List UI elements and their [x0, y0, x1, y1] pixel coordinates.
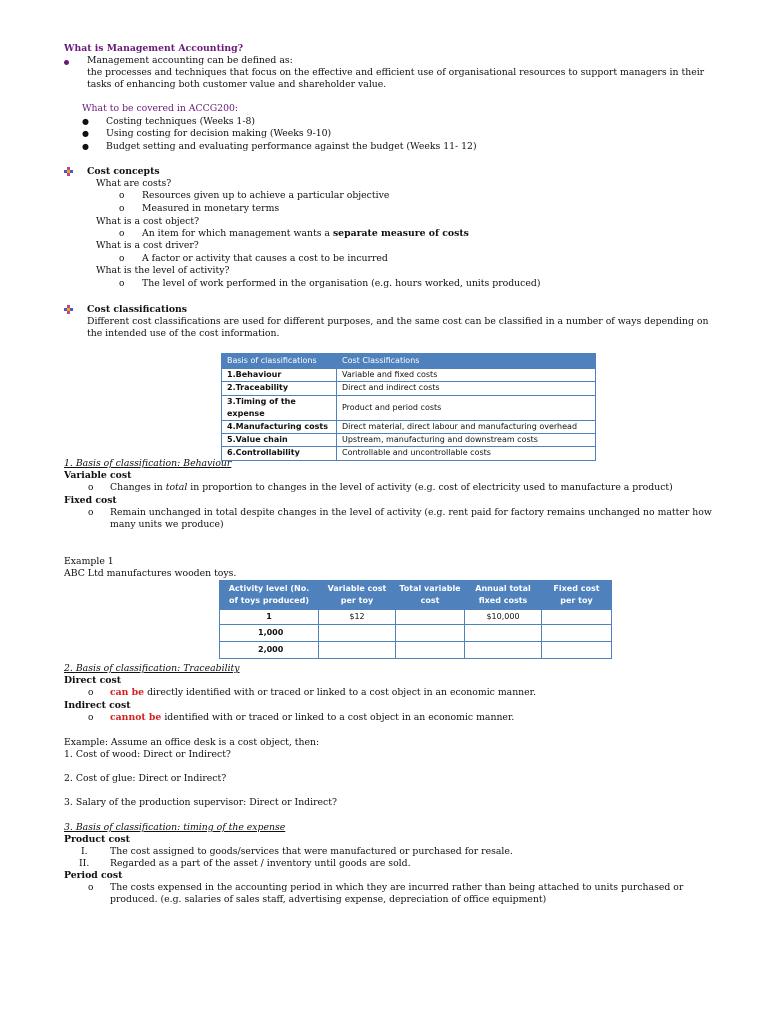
table-cell: 5.Value chain: [222, 434, 337, 447]
bullet-icon: ●: [82, 142, 89, 151]
desk-question-2: 2. Cost of glue: Direct or Indirect?: [64, 773, 227, 784]
table-cell: [319, 642, 396, 659]
coverage-item-1: Costing techniques (Weeks 1-8): [106, 116, 256, 127]
table-cell: 3.Timing of the expense: [222, 395, 337, 420]
table-cell: $12: [319, 610, 396, 625]
cost-classifications-heading: Cost classifications: [87, 304, 188, 315]
concept-answer-2: An item for which management wants a separate measure of costs: [142, 228, 469, 239]
table-cell: Controllable and uncontrollable costs: [337, 447, 596, 460]
table-row: [222, 369, 596, 382]
direct-cost-title: Direct cost: [64, 675, 121, 686]
circle-bullet-icon: o: [88, 713, 94, 723]
table-header-row: [222, 354, 596, 369]
table-cell: Product and period costs: [337, 395, 596, 420]
example-1-desc: ABC Ltd manufactures wooden toys.: [64, 568, 237, 579]
circle-bullet-icon: o: [119, 191, 125, 201]
cost-concepts-heading: Cost concepts: [87, 166, 160, 177]
cross-bullet-icon: [64, 167, 73, 176]
table-cell: 1: [220, 610, 319, 625]
table-row: [220, 625, 612, 642]
example-1-title: Example 1: [64, 556, 114, 567]
product-cost-point-2: Regarded as a part of the asset / inventory until goods are sold.: [110, 858, 411, 869]
roman-numeral: II.: [79, 858, 90, 869]
desk-question-1: 1. Cost of wood: Direct or Indirect?: [64, 749, 231, 760]
example-1-table: [219, 580, 612, 659]
traceability-heading: 2. Basis of classification: Traceability: [64, 663, 240, 674]
table-cell: [542, 625, 612, 642]
desk-example-intro: Example: Assume an office desk is a cost object, then:: [64, 737, 320, 748]
table-cell: 2,000: [220, 642, 319, 659]
circle-bullet-icon: o: [88, 883, 94, 893]
table-cell: [542, 642, 612, 659]
circle-bullet-icon: o: [119, 204, 125, 214]
product-cost-title: Product cost: [64, 834, 130, 845]
coverage-item-3: Budget setting and evaluating performance against the budget (Weeks 11- 12): [106, 141, 477, 152]
classifications-desc-2: the intended use of the cost information.: [87, 328, 280, 339]
circle-bullet-icon: o: [88, 688, 94, 698]
period-cost-title: Period cost: [64, 870, 123, 881]
column-header: Basis of classifications: [222, 354, 337, 369]
column-header: Annual total fixed costs: [465, 581, 542, 610]
circle-bullet-icon: o: [119, 279, 125, 289]
fixed-cost-desc-2: many units we produce): [110, 519, 224, 530]
variable-cost-title: Variable cost: [64, 470, 132, 481]
desk-question-3: 3. Salary of the production supervisor: Direct or Indirect?: [64, 797, 337, 808]
table-cell: [396, 642, 465, 659]
circle-bullet-icon: o: [119, 229, 125, 239]
bullet-dot-icon: [64, 60, 69, 65]
column-header: Activity level (No. of toys produced): [220, 581, 319, 610]
column-header: Total variable cost: [396, 581, 465, 610]
timing-heading: 3. Basis of classification: timing of the expense: [64, 822, 286, 833]
circle-bullet-icon: o: [88, 483, 94, 493]
table-header-row: [220, 581, 612, 610]
table-cell: Upstream, manufacturing and downstream costs: [337, 434, 596, 447]
table-cell: [396, 625, 465, 642]
table-cell: [542, 610, 612, 625]
indirect-cost-desc: cannot be identified with or traced or linked to a cost object in an economic manner.: [110, 712, 515, 723]
roman-numeral: I.: [81, 846, 88, 857]
cross-bullet-icon: [64, 305, 73, 314]
table-cell: [396, 610, 465, 625]
table-cell: [465, 625, 542, 642]
table-cell: [465, 642, 542, 659]
intro-line-1: Management accounting can be defined as:: [87, 55, 293, 66]
circle-bullet-icon: o: [88, 508, 94, 518]
behaviour-heading: 1. Basis of classification: Behaviour: [64, 458, 232, 469]
concept-question-4: What is the level of activity?: [96, 265, 230, 276]
fixed-cost-desc-1: Remain unchanged in total despite changes in the level of activity (e.g. rent paid for factory remains unchanged no matter how: [110, 507, 712, 518]
table-row: [222, 421, 596, 434]
period-cost-desc-1: The costs expensed in the accounting period in which they are incurred rather than being attached to units purchased or: [110, 882, 684, 893]
product-cost-point-1: The cost assigned to goods/services that were manufactured or purchased for resale.: [110, 846, 513, 857]
variable-cost-desc: Changes in total in proportion to changes in the level of activity (e.g. cost of electricity used to manufacture a product): [110, 482, 673, 493]
concept-answer-3: A factor or activity that causes a cost to be incurred: [142, 253, 388, 264]
table-row: [220, 642, 612, 659]
table-row: [222, 447, 596, 460]
concept-answer-4: The level of work performed in the organisation (e.g. hours worked, units produced): [142, 278, 541, 289]
intro-line-3: tasks of enhancing both customer value and shareholder value.: [87, 79, 387, 90]
table-cell: 2.Traceability: [222, 382, 337, 395]
table-cell: 1.Behaviour: [222, 369, 337, 382]
bullet-icon: ●: [82, 117, 89, 126]
coverage-heading: What to be covered in ACCG200:: [82, 103, 239, 114]
table-row: [220, 610, 612, 625]
table-cell: $10,000: [465, 610, 542, 625]
concept-question-2: What is a cost object?: [96, 216, 200, 227]
table-cell: Direct material, direct labour and manufacturing overhead: [337, 421, 596, 434]
section-heading-management-accounting: What is Management Accounting?: [64, 43, 244, 54]
direct-cost-desc: can be directly identified with or traced or linked to a cost object in an economic manner.: [110, 687, 537, 698]
concept-question-1: What are costs?: [96, 178, 172, 189]
table-row: [222, 434, 596, 447]
table-cell: 1,000: [220, 625, 319, 642]
fixed-cost-title: Fixed cost: [64, 495, 117, 506]
classifications-table: [221, 353, 596, 461]
column-header: Variable cost per toy: [319, 581, 396, 610]
table-row: [222, 395, 596, 420]
column-header: Fixed cost per toy: [542, 581, 612, 610]
table-cell: [319, 625, 396, 642]
table-row: [222, 382, 596, 395]
column-header: Cost Classifications: [337, 354, 596, 369]
table-cell: Variable and fixed costs: [337, 369, 596, 382]
table-cell: 4.Manufacturing costs: [222, 421, 337, 434]
intro-line-2: the processes and techniques that focus on the effective and efficient use of organisational resources to support managers in their: [87, 67, 705, 78]
concept-answer-1a: Resources given up to achieve a particular objective: [142, 190, 390, 201]
emphasis-text: separate measure of costs: [332, 228, 469, 239]
period-cost-desc-2: produced. (e.g. salaries of sales staff, advertising expense, depreciation of office equipment): [110, 894, 547, 905]
bullet-icon: ●: [82, 129, 89, 138]
concept-answer-1b: Measured in monetary terms: [142, 203, 280, 214]
indirect-cost-title: Indirect cost: [64, 700, 131, 711]
table-cell: Direct and indirect costs: [337, 382, 596, 395]
classifications-desc-1: Different cost classifications are used for different purposes, and the same cost can be classified in a number of ways depending on: [87, 316, 709, 327]
coverage-item-2: Using costing for decision making (Weeks 9-10): [106, 128, 332, 139]
concept-question-3: What is a cost driver?: [96, 240, 199, 251]
table-cell: 6.Controllability: [222, 447, 337, 460]
circle-bullet-icon: o: [119, 254, 125, 264]
